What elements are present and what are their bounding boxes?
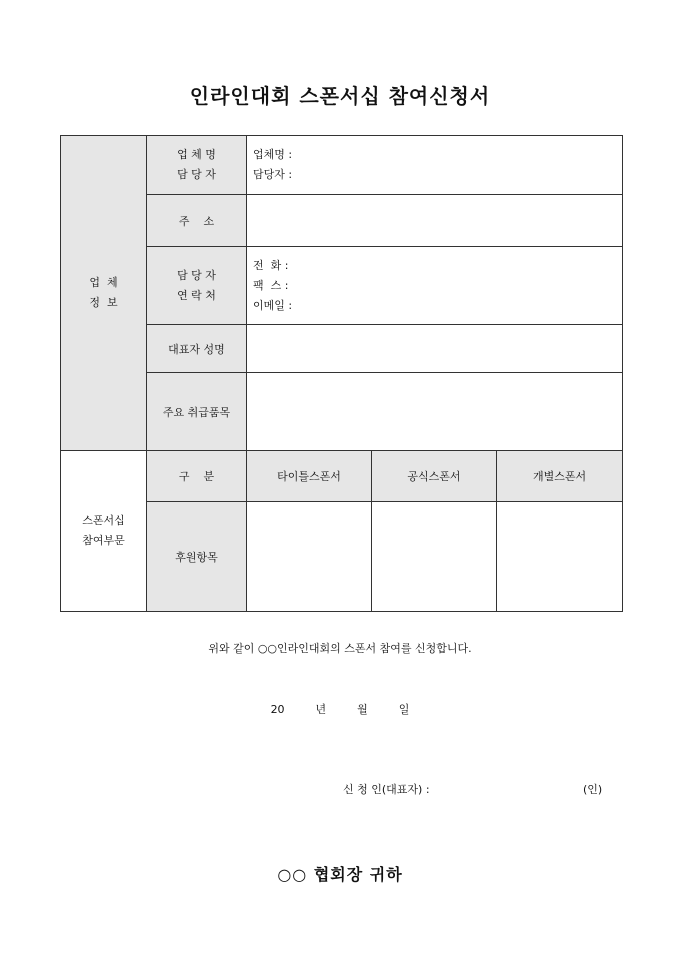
fax-value: 팩 스 : xyxy=(253,278,289,292)
official-sponsor-field[interactable] xyxy=(372,502,497,612)
company-name-label-cell xyxy=(147,136,247,195)
items-field[interactable] xyxy=(247,373,623,451)
company-name-field[interactable] xyxy=(247,136,623,195)
sponsor-label-line1: 스폰서십 xyxy=(82,514,125,527)
ceo-label: 대표자 성명 xyxy=(168,342,225,356)
address-field[interactable] xyxy=(247,195,623,247)
phone-value: 전 화 : xyxy=(253,258,289,272)
company-info-label xyxy=(61,136,147,451)
category-label-cell xyxy=(147,451,247,502)
title-sponsor-field[interactable] xyxy=(247,502,372,612)
title-sponsor-header: 타이틀스폰서 xyxy=(247,451,372,502)
address-label-cell xyxy=(147,195,247,247)
contact-label-line2: 연 락 처 xyxy=(177,288,216,302)
official-sponsor-header: 공식스폰서 xyxy=(372,451,497,502)
support-label: 후원항목 xyxy=(175,550,218,564)
contact-field[interactable] xyxy=(247,247,623,325)
recipient-line: ○○ 협회장 귀하 xyxy=(277,865,403,884)
application-date: 20 년 월 일 xyxy=(270,703,410,716)
application-statement: 위와 같이 ○○인라인대회의 스폰서 참여를 신청합니다. xyxy=(208,642,472,655)
contact-label-cell xyxy=(147,247,247,325)
sponsor-label-line2: 참여부문 xyxy=(82,534,125,547)
company-info-label-line2: 정 보 xyxy=(89,296,118,309)
items-label-cell xyxy=(147,373,247,451)
application-table xyxy=(60,135,623,612)
category-label: 구 분 xyxy=(178,470,215,483)
applicant-signature-label: 신 청 인(대표자) : xyxy=(343,783,430,796)
individual-sponsor-field[interactable] xyxy=(497,502,623,612)
manager-value: 담당자 : xyxy=(253,168,293,181)
contact-label-line1: 담 당 자 xyxy=(177,268,216,282)
company-name-label: 업 체 명 xyxy=(177,148,216,161)
ceo-field[interactable] xyxy=(247,325,623,373)
form-title: 인라인대회 스폰서십 참여신청서 xyxy=(189,84,491,108)
address-label: 주 소 xyxy=(178,214,215,228)
ceo-label-cell xyxy=(147,325,247,373)
seal-mark: (인) xyxy=(583,783,603,796)
support-label-cell xyxy=(147,502,247,612)
company-name-value: 업체명 : xyxy=(253,148,293,161)
company-info-label-line1: 업 체 xyxy=(89,276,118,289)
individual-sponsor-header: 개별스폰서 xyxy=(497,451,623,502)
sponsor-section-label xyxy=(61,451,147,612)
items-label: 주요 취급품목 xyxy=(162,405,231,419)
email-value: 이메일 : xyxy=(253,298,293,312)
manager-label: 담 당 자 xyxy=(177,168,216,181)
